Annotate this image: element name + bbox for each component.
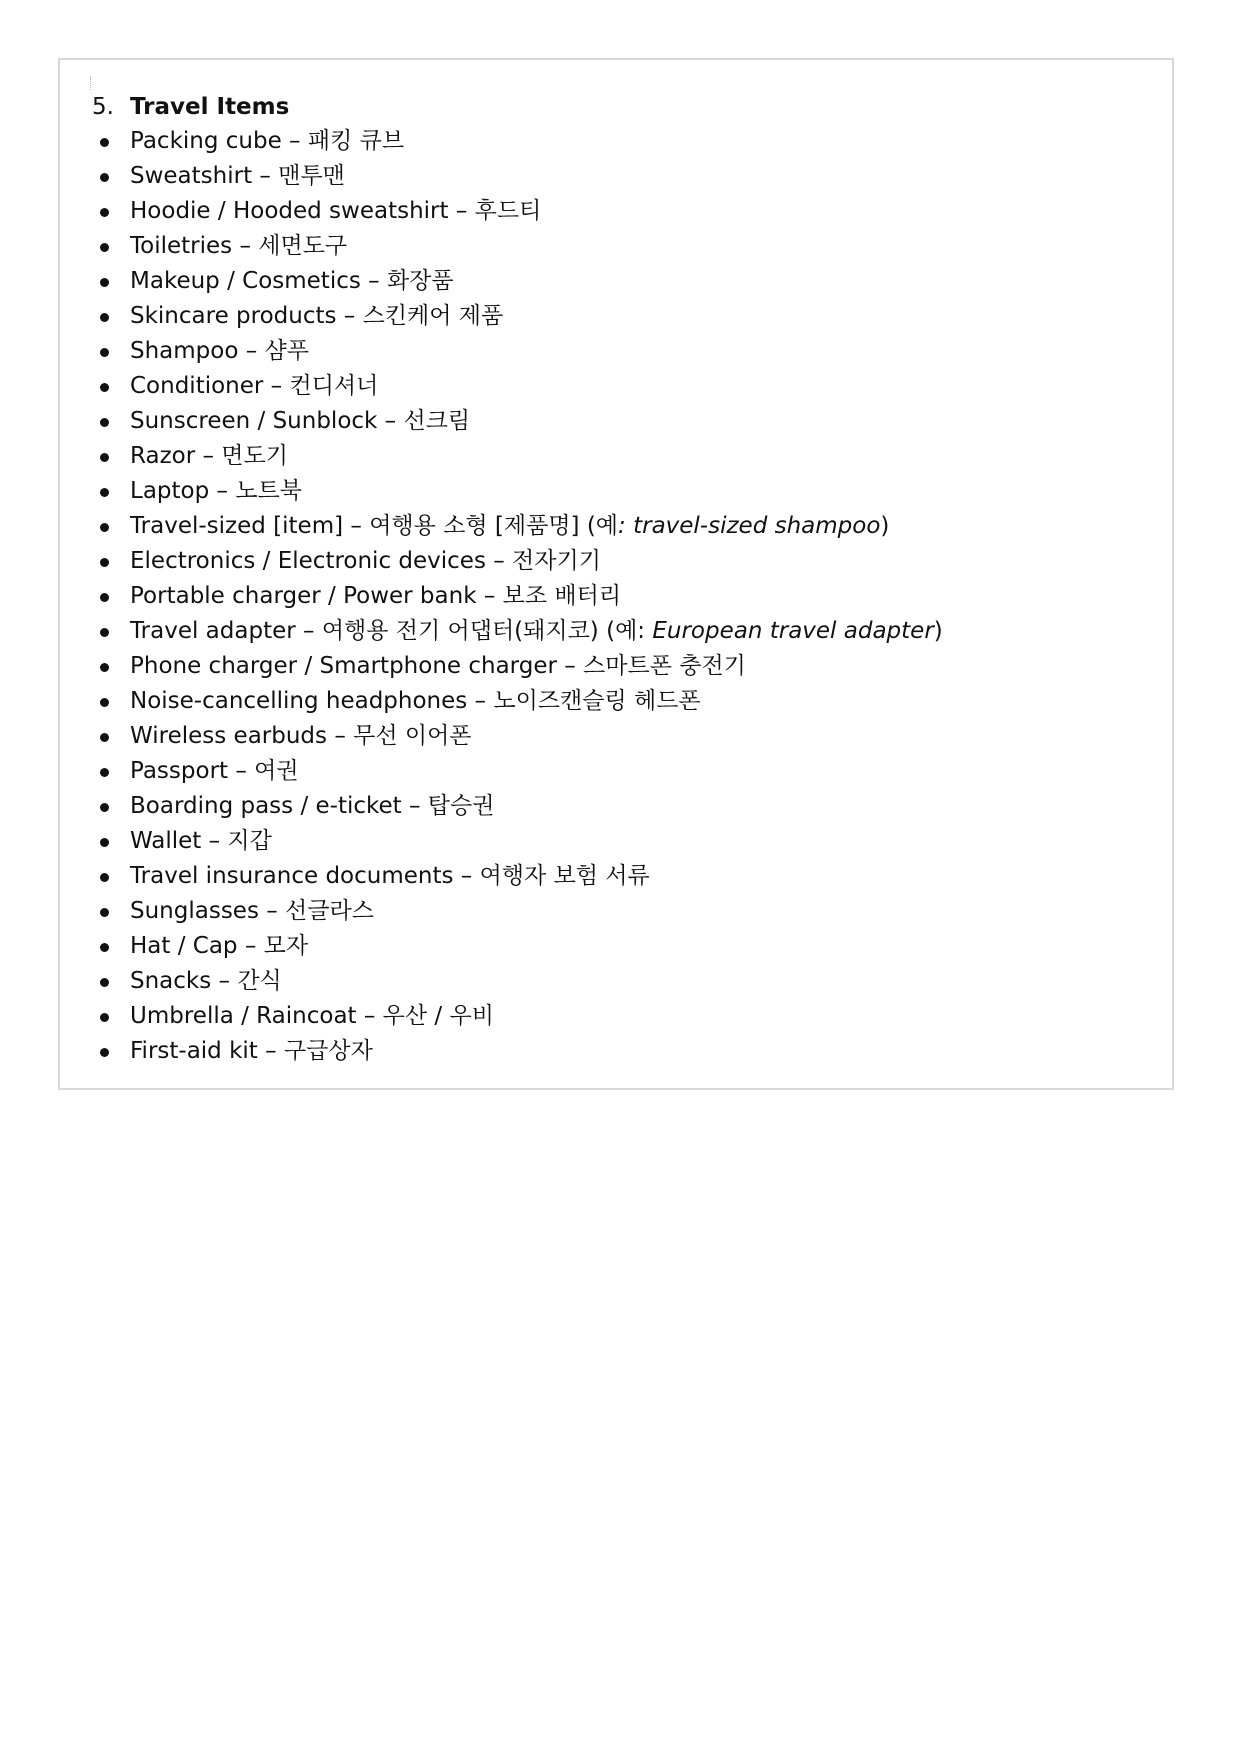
list-item-text: Laptop – 노트북 — [130, 478, 302, 504]
section-heading — [92, 90, 289, 124]
list-item-text: Conditioner – 컨디셔너 — [130, 373, 379, 399]
list-item-text: Makeup / Cosmetics – 화장품 — [130, 268, 454, 294]
list-item-suffix: ) — [880, 513, 890, 539]
bullet-icon — [100, 348, 109, 357]
section-number: 5. — [92, 94, 114, 120]
list-item — [92, 194, 943, 229]
bullet-icon — [100, 908, 109, 917]
list-item — [92, 999, 943, 1034]
list-item — [92, 544, 943, 579]
list-item — [92, 264, 943, 299]
list-item-text: Travel insurance documents – 여행자 보험 서류 — [130, 863, 650, 889]
list-item-text: Umbrella / Raincoat – 우산 / 우비 — [130, 1003, 494, 1029]
bullet-icon — [100, 663, 109, 672]
section-title: Travel Items — [130, 94, 290, 120]
bullet-icon — [100, 698, 109, 707]
bullet-icon — [100, 873, 109, 882]
list-item-text: Electronics / Electronic devices – 전자기기 — [130, 548, 601, 574]
list-item-text: Snacks – 간식 — [130, 968, 282, 994]
bullet-icon — [100, 278, 109, 287]
list-item — [92, 299, 943, 334]
list-item-text: Passport – 여권 — [130, 758, 299, 784]
bullet-icon — [100, 733, 109, 742]
list-item-text: Hat / Cap – 모자 — [130, 933, 309, 959]
list-item — [92, 369, 943, 404]
list-item-text: Toiletries – 세면도구 — [130, 233, 348, 259]
list-item-text: Sunglasses – 선글라스 — [130, 898, 374, 924]
list-item-text: Shampoo – 샴푸 — [130, 338, 309, 364]
bullet-icon — [100, 243, 109, 252]
list-item-text: Travel adapter – 여행용 전기 어댑터(돼지코) (예: — [130, 618, 653, 644]
bullet-icon — [100, 803, 109, 812]
bullet-icon — [100, 943, 109, 952]
list-item — [92, 579, 943, 614]
list-item — [92, 789, 943, 824]
bullet-icon — [100, 173, 109, 182]
bullet-icon — [100, 768, 109, 777]
list-item-text: Boarding pass / e-ticket – 탑승권 — [130, 793, 495, 819]
list-item-text: Travel-sized [item] – 여행용 소형 [제품명] (예 — [130, 513, 619, 539]
bullet-icon — [100, 1048, 109, 1057]
list-item-text: Wireless earbuds – 무선 이어폰 — [130, 723, 472, 749]
list-item — [92, 474, 943, 509]
text-cursor-mark — [90, 76, 92, 90]
bullet-icon — [100, 558, 109, 567]
list-item-text: Hoodie / Hooded sweatshirt – 후드티 — [130, 198, 542, 224]
list-item — [92, 229, 943, 264]
travel-items-list — [92, 124, 943, 1069]
bullet-icon — [100, 138, 109, 147]
list-item — [92, 404, 943, 439]
list-item-text: Noise-cancelling headphones – 노이즈캔슬링 헤드폰 — [130, 688, 701, 714]
list-item-example: European travel adapter — [652, 618, 934, 644]
list-item — [92, 859, 943, 894]
list-item — [92, 754, 943, 789]
bullet-icon — [100, 208, 109, 217]
bullet-icon — [100, 978, 109, 987]
bullet-icon — [100, 418, 109, 427]
list-item — [92, 964, 943, 999]
list-item-text: First-aid kit – 구급상자 — [130, 1038, 373, 1064]
list-item-suffix: ) — [933, 618, 943, 644]
bullet-icon — [100, 383, 109, 392]
list-item — [92, 1034, 943, 1069]
bullet-icon — [100, 313, 109, 322]
list-item — [92, 614, 943, 649]
list-item — [92, 894, 943, 929]
list-item — [92, 824, 943, 859]
list-item — [92, 929, 943, 964]
list-item — [92, 159, 943, 194]
list-item-text: Wallet – 지갑 — [130, 828, 272, 854]
list-item-text: Razor – 면도기 — [130, 443, 288, 469]
list-item — [92, 439, 943, 474]
bullet-icon — [100, 488, 109, 497]
list-item-text: Packing cube – 패킹 큐브 — [130, 128, 405, 154]
list-item-example: : travel-sized shampoo — [618, 513, 881, 539]
list-item-text: Sunscreen / Sunblock – 선크림 — [130, 408, 471, 434]
bullet-icon — [100, 523, 109, 532]
bullet-icon — [100, 1013, 109, 1022]
list-item-text: Portable charger / Power bank – 보조 배터리 — [130, 583, 622, 609]
list-item-text: Phone charger / Smartphone charger – 스마트폰 충전기 — [130, 653, 746, 679]
list-item — [92, 684, 943, 719]
bullet-icon — [100, 453, 109, 462]
list-item — [92, 124, 943, 159]
list-item — [92, 509, 943, 544]
list-item — [92, 334, 943, 369]
bullet-icon — [100, 593, 109, 602]
list-item-text: Skincare products – 스킨케어 제품 — [130, 303, 504, 329]
list-item-text: Sweatshirt – 맨투맨 — [130, 163, 345, 189]
bullet-icon — [100, 628, 109, 637]
bullet-icon — [100, 838, 109, 847]
list-item — [92, 719, 943, 754]
list-item — [92, 649, 943, 684]
